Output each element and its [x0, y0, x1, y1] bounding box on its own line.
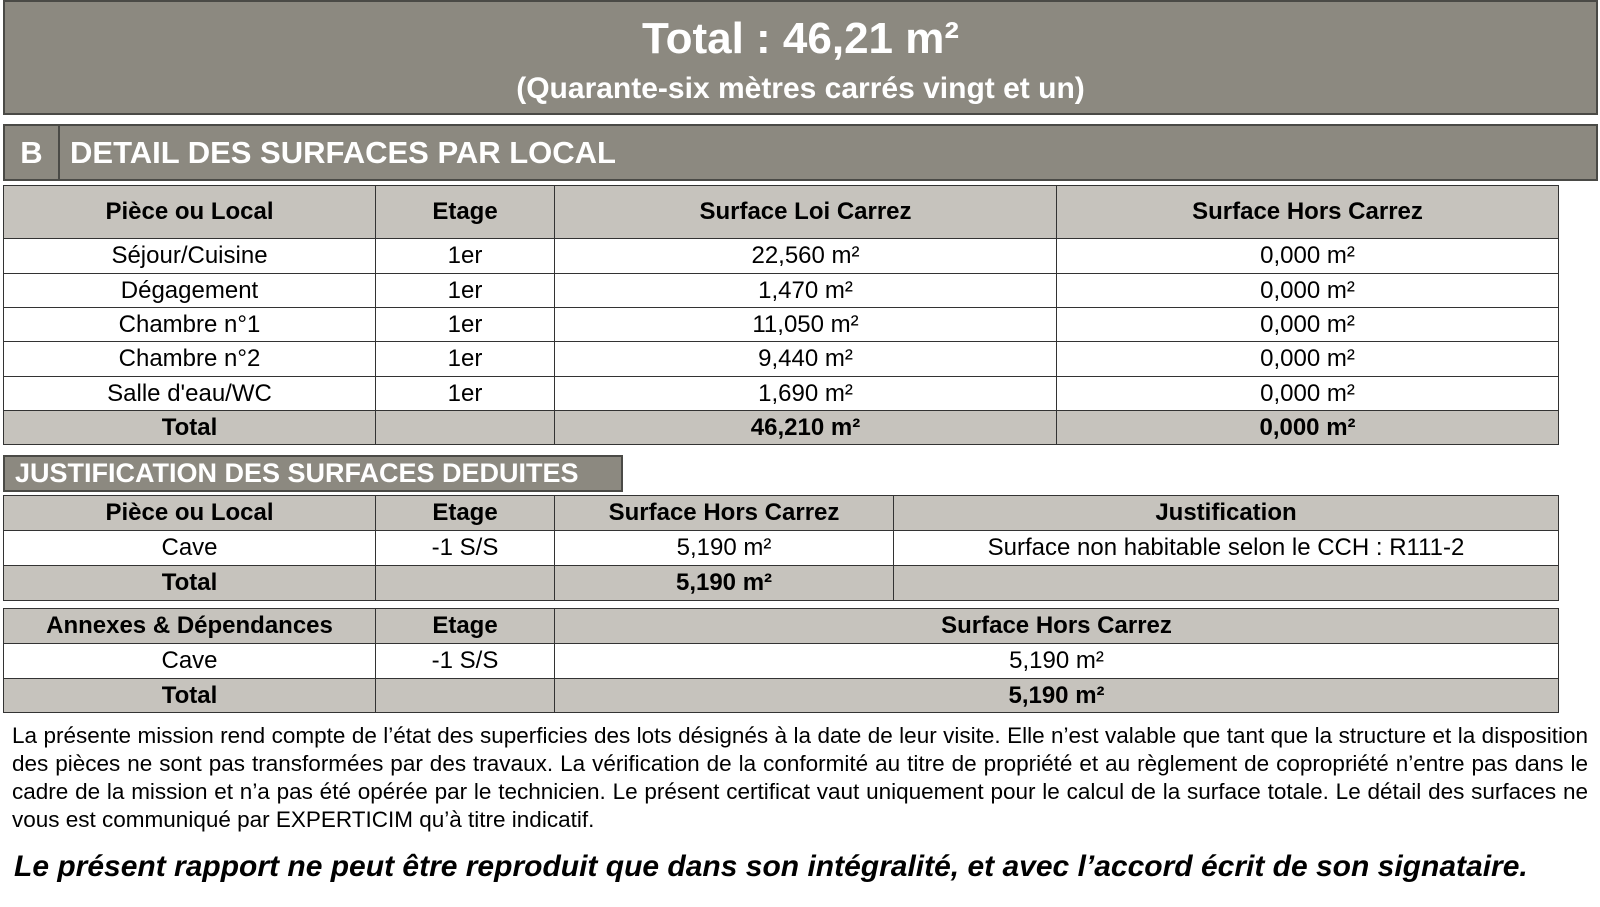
detail-surfaces-table — [3, 185, 1559, 445]
hors-carrez-cell: 0,000 m² — [1057, 274, 1559, 308]
table-row — [4, 377, 1559, 411]
table-row — [4, 342, 1559, 377]
header-cell: Etage — [376, 496, 555, 531]
table-total-row — [4, 679, 1559, 713]
carrez-cell: 22,560 m² — [555, 239, 1057, 274]
carrez-cell: 1,470 m² — [555, 274, 1057, 308]
header-cell: Surface Hors Carrez — [555, 609, 1559, 644]
table-total-row — [4, 411, 1559, 445]
total-justification-cell — [894, 566, 1559, 601]
header-cell: Justification — [894, 496, 1559, 531]
justification-cell: Surface non habitable selon le CCH : R111-2 — [894, 531, 1559, 566]
total-label: Total — [4, 411, 376, 445]
total-floor-cell — [376, 679, 555, 713]
total-surface-words: (Quarante-six mètres carrés vingt et un) — [516, 72, 1085, 105]
room-cell: Chambre n°2 — [4, 342, 376, 377]
section-b-header — [3, 124, 1598, 181]
header-cell: Surface Hors Carrez — [555, 496, 894, 531]
carrez-cell: 9,440 m² — [555, 342, 1057, 377]
header-cell: Surface Loi Carrez — [555, 186, 1057, 239]
room-cell: Salle d'eau/WC — [4, 377, 376, 411]
justification-section-title: JUSTIFICATION DES SURFACES DEDUITES — [3, 455, 623, 492]
hors-carrez-cell: 0,000 m² — [1057, 342, 1559, 377]
table-header-row — [4, 609, 1559, 644]
total-hors-carrez: 0,000 m² — [1057, 411, 1559, 445]
floor-cell: -1 S/S — [376, 644, 555, 679]
header-cell: Surface Hors Carrez — [1057, 186, 1559, 239]
table-header-row — [4, 496, 1559, 531]
total-label: Total — [4, 566, 376, 601]
hors-carrez-cell: 0,000 m² — [1057, 308, 1559, 342]
header-cell: Pièce ou Local — [4, 186, 376, 239]
section-letter: B — [5, 126, 60, 179]
floor-cell: 1er — [376, 308, 555, 342]
floor-cell: 1er — [376, 342, 555, 377]
justification-table — [3, 495, 1559, 601]
table-row — [4, 308, 1559, 342]
total-surface-title: Total : 46,21 m² — [641, 14, 960, 63]
table-row — [4, 644, 1559, 679]
section-title: DETAIL DES SURFACES PAR LOCAL — [70, 135, 616, 170]
header-cell: Pièce ou Local — [4, 496, 376, 531]
room-cell: Séjour/Cuisine — [4, 239, 376, 274]
annexes-table — [3, 608, 1559, 713]
hors-carrez-cell: 5,190 m² — [555, 644, 1559, 679]
mission-disclaimer: La présente mission rend compte de l’état des superficies des lots désignés à la date de leur visite. Elle n’est valable que tant que la structure et la disposition des pièces ne sont pas transformées par des travaux. La vérification de la conformité au titre de propriété et au règlement de copropriété n’entre pas dans le cadre de la mission et n’a pas été opérée par le technicien. Le présent certificat vaut uniquement pour le calcul de la surface totale. Le détail des surfaces ne vous est communiqué par EXPERTICIM qu’à titre indicatif. — [12, 723, 1588, 832]
header-cell: Etage — [376, 186, 555, 239]
room-cell: Cave — [4, 644, 376, 679]
room-cell: Chambre n°1 — [4, 308, 376, 342]
floor-cell: 1er — [376, 239, 555, 274]
carrez-cell: 1,690 m² — [555, 377, 1057, 411]
room-cell: Dégagement — [4, 274, 376, 308]
header-cell: Etage — [376, 609, 555, 644]
total-floor-cell — [376, 566, 555, 601]
room-cell: Cave — [4, 531, 376, 566]
total-label: Total — [4, 679, 376, 713]
floor-cell: 1er — [376, 377, 555, 411]
table-row — [4, 239, 1559, 274]
table-row — [4, 274, 1559, 308]
total-carrez: 46,210 m² — [555, 411, 1057, 445]
carrez-cell: 11,050 m² — [555, 308, 1057, 342]
reproduction-notice: Le présent rapport ne peut être reproduit que dans son intégralité, et avec l’accord écrit de son signataire. — [14, 850, 1528, 883]
hors-carrez-cell: 5,190 m² — [555, 531, 894, 566]
hors-carrez-cell: 0,000 m² — [1057, 239, 1559, 274]
hors-carrez-cell: 0,000 m² — [1057, 377, 1559, 411]
total-floor-cell — [376, 411, 555, 445]
total-banner — [3, 0, 1598, 115]
floor-cell: 1er — [376, 274, 555, 308]
floor-cell: -1 S/S — [376, 531, 555, 566]
total-hors-carrez: 5,190 m² — [555, 566, 894, 601]
total-hors-carrez: 5,190 m² — [555, 679, 1559, 713]
table-row — [4, 531, 1559, 566]
table-total-row — [4, 566, 1559, 601]
header-cell: Annexes & Dépendances — [4, 609, 376, 644]
table-header-row — [4, 186, 1559, 239]
